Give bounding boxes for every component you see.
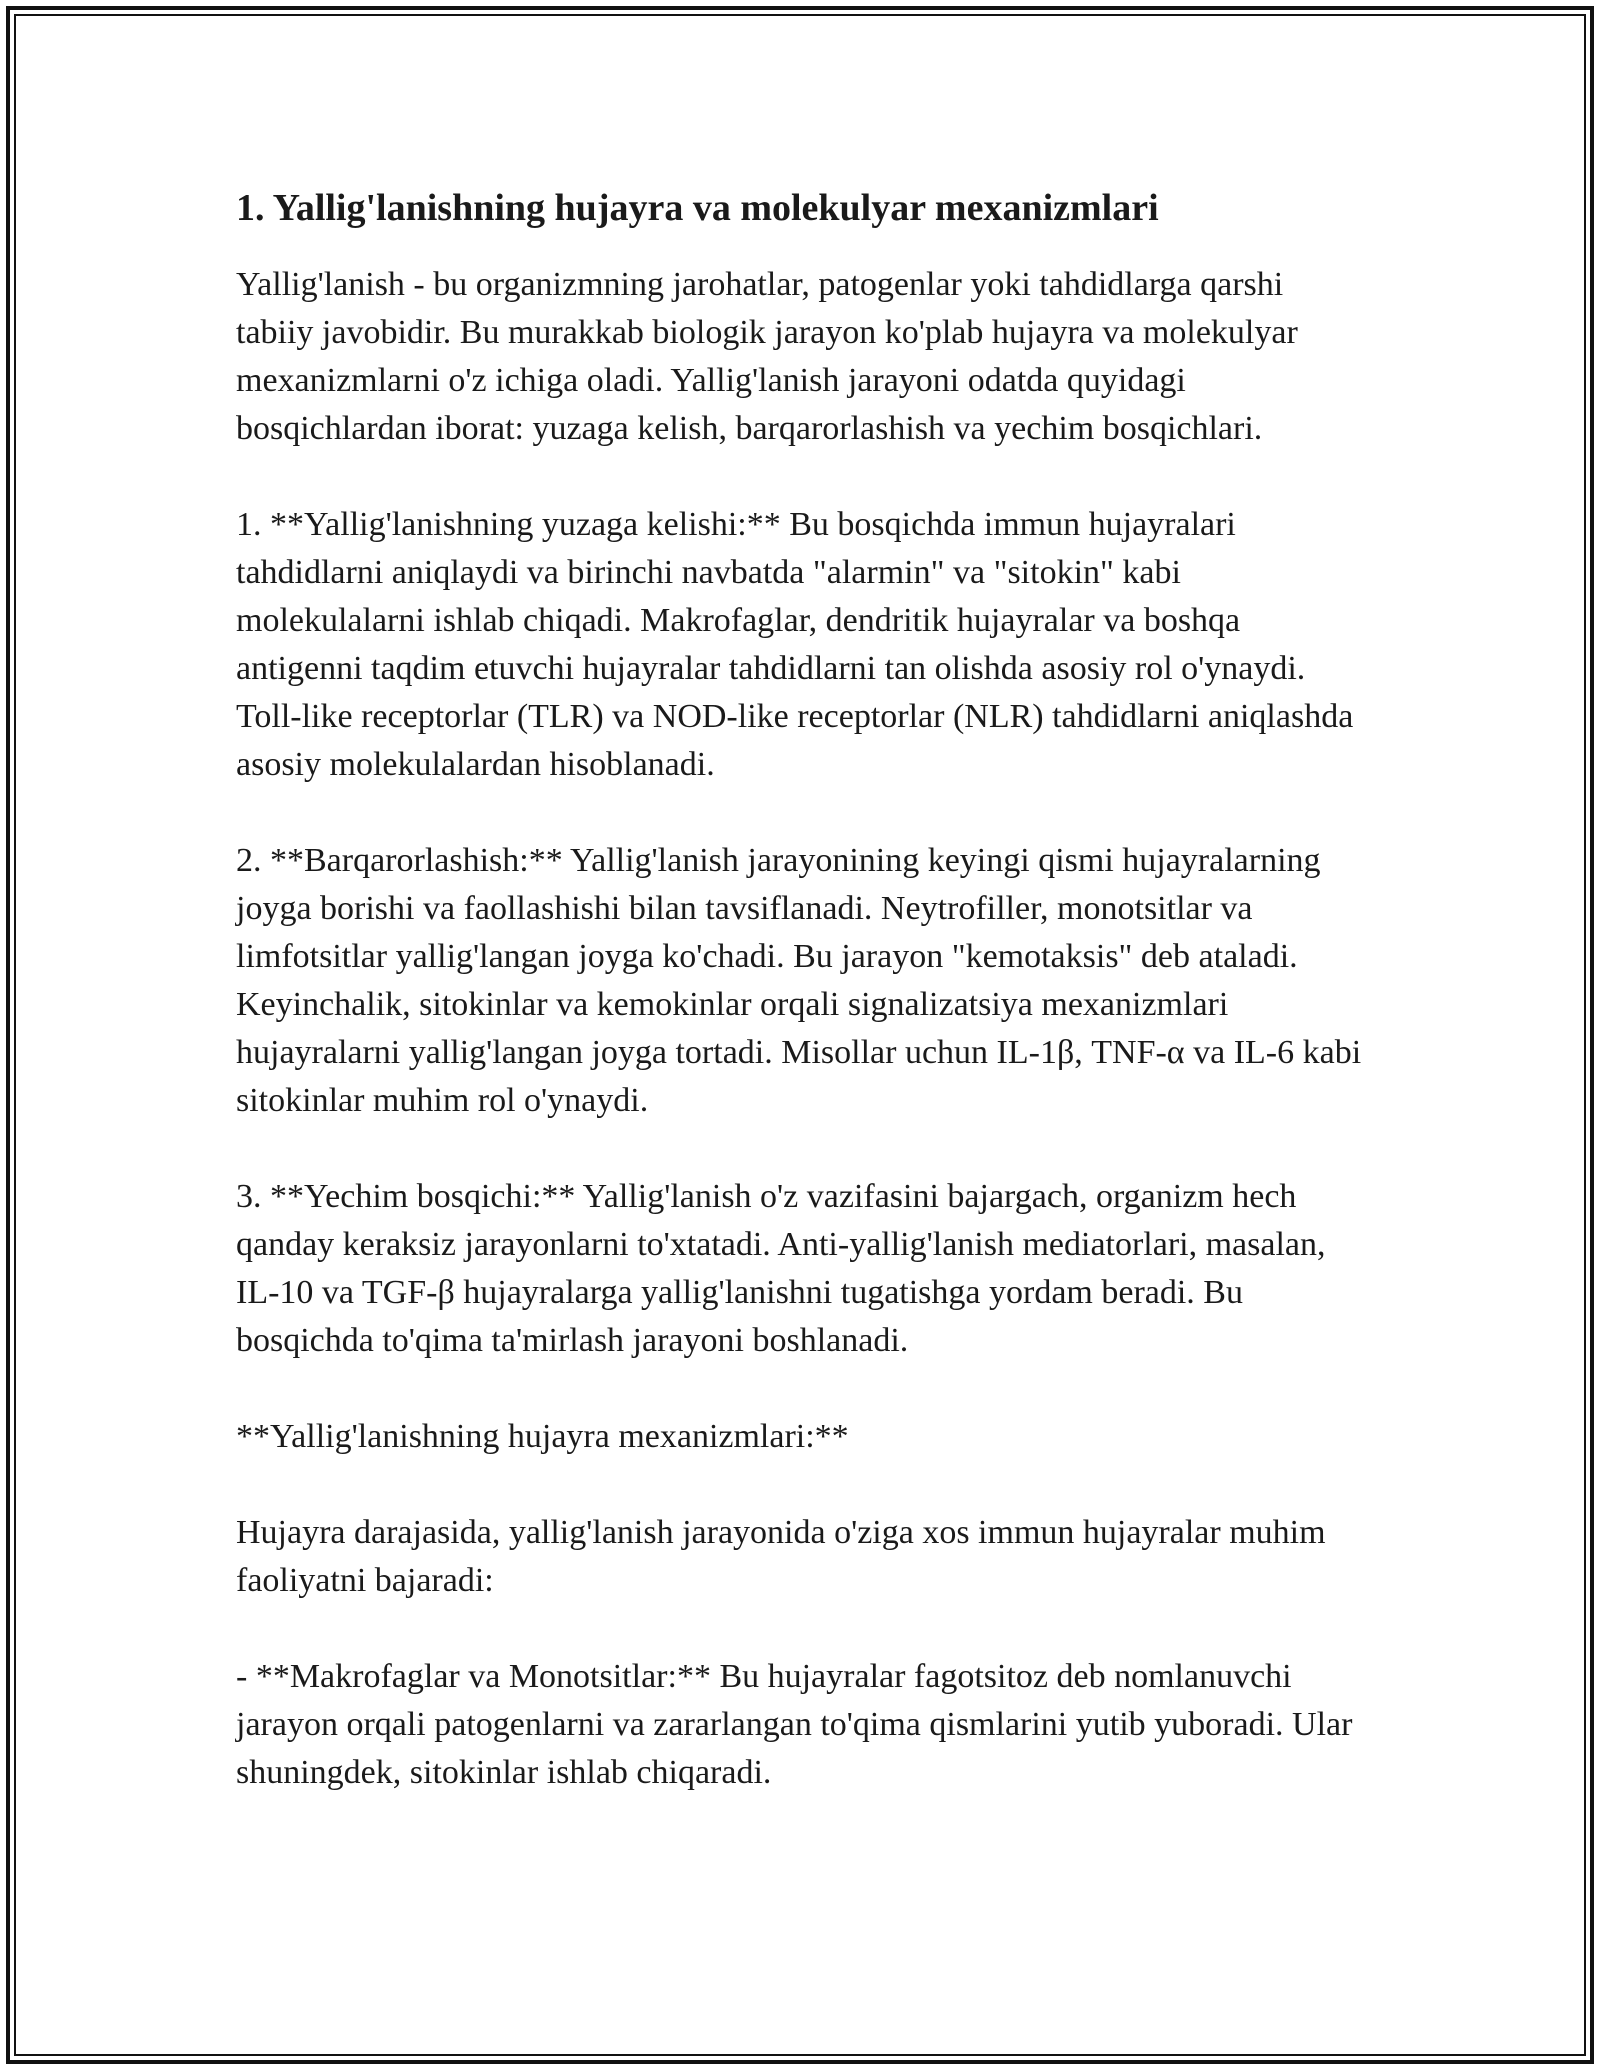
paragraph-stage-stabilization: 2. **Barqarorlashish:** Yallig'lanish jarayonining keyingi qismi hujayralarning joyga borishi va faollashishi bilan tavsiflanadi. Neytrofiller, monotsitlar va limfotsitlar yallig'langan joyga ko'chadi. Bu jarayon "kemotaksis" deb ataladi. Keyinchalik, sitokinlar va kemokinlar orqali signalizatsiya mexanizmlari hujayralarni yallig'langan joyga tortadi. Misollar uchun IL-1β, TNF-α va IL-6 kabi sitokinlar muhim rol o'ynaydi. [236, 842, 1362, 1120]
document-body [236, 184, 1366, 1845]
section-title: 1. Yallig'lanishning hujayra va molekulyar mexanizmlari [236, 187, 1159, 229]
paragraph-intro: Yallig'lanish - bu organizmning jarohatlar, patogenlar yoki tahdidlarga qarshi tabiiy javobidir. Bu murakkab biologik jarayon ko'plab hujayra va molekulyar mexanizmlarni o'z ichiga oladi. Yallig'lanish jarayoni odatda quyidagi bosqichlardan iborat: yuzaga kelish, barqarorlashish va yechim bosqichlari. [236, 266, 1298, 448]
paragraph-subheading-cell-mechanisms: **Yallig'lanishning hujayra mexanizmlari:** [236, 1418, 849, 1456]
paragraph-macrophages: - **Makrofaglar va Monotsitlar:** Bu hujayralar fagotsitoz deb nomlanuvchi jarayon orqali patogenlarni va zararlangan to'qima qismlarini yutib yuboradi. Ular shuningdek, sitokinlar ishlab chiqaradi. [236, 1658, 1353, 1792]
paragraph-cell-level: Hujayra darajasida, yallig'lanish jarayonida o'ziga xos immun hujayralar muhim faoliyatni bajaradi: [236, 1514, 1326, 1600]
paragraph-stage-onset: 1. **Yallig'lanishning yuzaga kelishi:** Bu bosqichda immun hujayralari tahdidlarni aniqlaydi va birinchi navbatda "alarmin" va "sitokin" kabi molekulalarni ishlab chiqadi. Makrofaglar, dendritik hujayralar va boshqa antigenni taqdim etuvchi hujayralar tahdidlarni tan olishda asosiy rol o'ynaydi. Toll-like receptorlar (TLR) va NOD-like receptorlar (NLR) tahdidlarni aniqlashda asosiy molekulalardan hisoblanadi. [236, 506, 1354, 784]
paragraph-stage-resolution: 3. **Yechim bosqichi:** Yallig'lanish o'z vazifasini bajargach, organizm hech qanday keraksiz jarayonlarni to'xtatadi. Anti-yallig'lanish mediatorlari, masalan, IL-10 va TGF-β hujayralarga yallig'lanishni tugatishga yordam beradi. Bu bosqichda to'qima ta'mirlash jarayoni boshlanadi. [236, 1178, 1326, 1360]
